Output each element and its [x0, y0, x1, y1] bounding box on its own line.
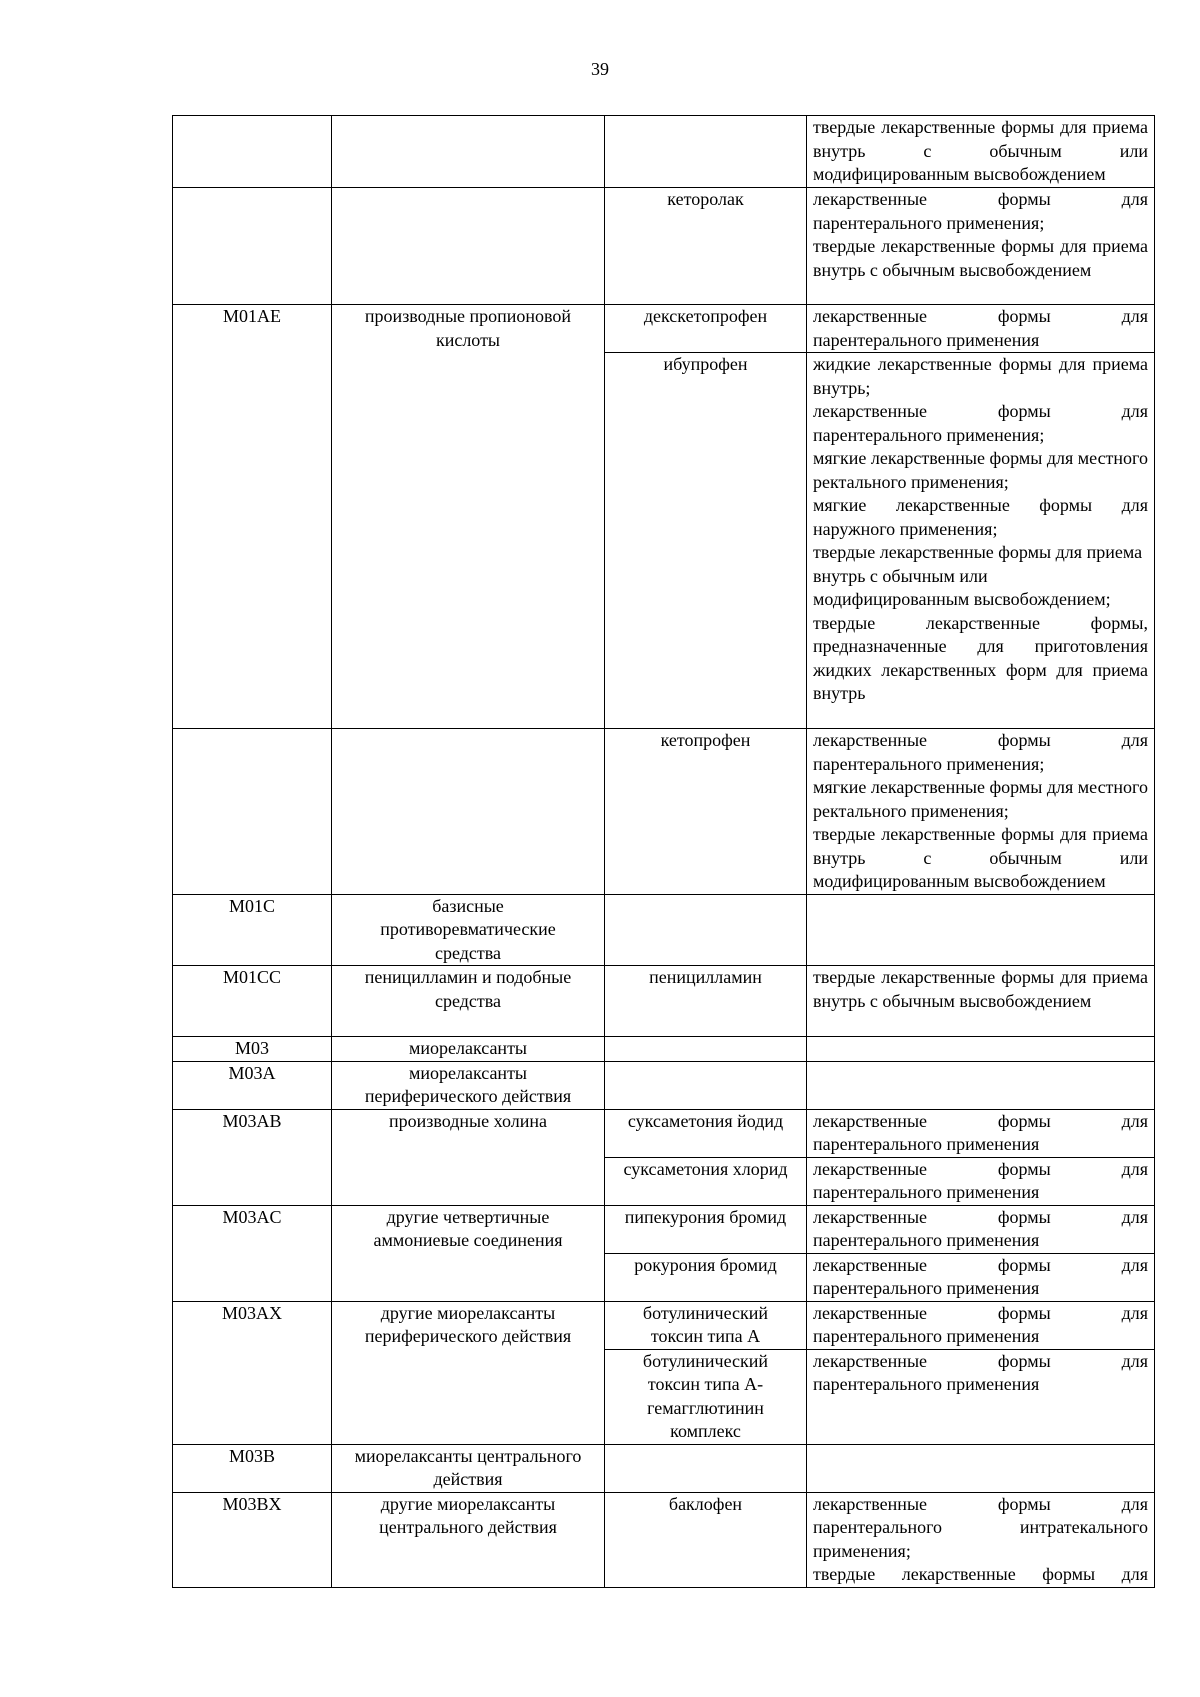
- group-name-cell: другие четвертичные аммониевые соединения: [332, 1205, 605, 1301]
- table-row: [173, 116, 1155, 188]
- page-number: 39: [591, 59, 609, 79]
- group-name-cell: базисные противоревматические средства: [332, 894, 605, 966]
- dosage-form-text: лекарственные формы для парентерального применения: [813, 1350, 1148, 1394]
- atc-code-cell: [173, 188, 332, 305]
- dosage-form-text: мягкие лекарственные формы для местного ректального применения;: [813, 448, 1148, 492]
- dosage-form-cell: [807, 1349, 1155, 1444]
- dosage-form-cell: [807, 353, 1155, 729]
- dosage-form-text: твердые лекарственные формы для приема внутрь с обычным высвобождением: [813, 967, 1148, 1011]
- dosage-form-text: лекарственные формы для парентерального применения: [813, 306, 1148, 350]
- table-row: [173, 894, 1155, 966]
- group-name-cell: [332, 188, 605, 305]
- group-name-cell: другие миорелаксанты периферического действия: [332, 1301, 605, 1444]
- atc-code-cell: M03A: [173, 1061, 332, 1109]
- table-row: [173, 1037, 1155, 1062]
- dosage-form-cell: [807, 894, 1155, 966]
- table-row: [173, 1109, 1155, 1157]
- table-row: [173, 305, 1155, 353]
- drug-name-cell: [605, 116, 807, 188]
- table-row: [173, 1492, 1155, 1587]
- drug-table: [172, 115, 1155, 1588]
- dosage-form-text: лекарственные формы для парентерального применения;: [813, 730, 1148, 774]
- drug-name-cell: рокурония бромид: [605, 1253, 807, 1301]
- drug-name-cell: суксаметония йодид: [605, 1109, 807, 1157]
- atc-code-cell: [173, 729, 332, 895]
- dosage-form-cell: [807, 966, 1155, 1037]
- dosage-form-cell: [807, 305, 1155, 353]
- table-row: [173, 1301, 1155, 1349]
- drug-name-cell: [605, 1444, 807, 1492]
- group-name-cell: производные пропионовой кислоты: [332, 305, 605, 729]
- dosage-form-cell: [807, 1492, 1155, 1587]
- drug-name-cell: декскетопрофен: [605, 305, 807, 353]
- dosage-form-cell: [807, 188, 1155, 305]
- dosage-form-cell: [807, 1061, 1155, 1109]
- dosage-form-text: лекарственные формы для парентерального применения;: [813, 189, 1148, 233]
- dosage-form-text: лекарственные формы для парентерального применения: [813, 1110, 1148, 1154]
- dosage-form-cell: [807, 729, 1155, 895]
- dosage-form-cell: [807, 1444, 1155, 1492]
- dosage-form-cell: [807, 1301, 1155, 1349]
- table-row: [173, 1205, 1155, 1253]
- group-name-cell: [332, 116, 605, 188]
- dosage-form-text: мягкие лекарственные формы для местного ректального применения;: [813, 777, 1148, 821]
- drug-name-cell: пеницилламин: [605, 966, 807, 1037]
- dosage-form-text: лекарственные формы для парентерального применения;: [813, 401, 1148, 445]
- atc-code-cell: M03AX: [173, 1301, 332, 1444]
- table-row: [173, 1444, 1155, 1492]
- group-name-cell: другие миорелаксанты центрального действия: [332, 1492, 605, 1587]
- dosage-form-text: твердые лекарственные формы для: [813, 1564, 1148, 1584]
- dosage-form-cell: [807, 1037, 1155, 1062]
- drug-name-cell: пипекурония бромид: [605, 1205, 807, 1253]
- group-name-cell: миорелаксанты: [332, 1037, 605, 1062]
- group-name-cell: производные холина: [332, 1109, 605, 1205]
- group-name-cell: пеницилламин и подобные средства: [332, 966, 605, 1037]
- dosage-form-text: лекарственные формы для парентерального интратекального применения;: [813, 1493, 1148, 1561]
- dosage-form-cell: [807, 1205, 1155, 1253]
- dosage-form-text: жидкие лекарственные формы для приема внутрь;: [813, 354, 1148, 398]
- drug-name-cell: кеторолак: [605, 188, 807, 305]
- dosage-form-text: лекарственные формы для парентерального применения: [813, 1158, 1148, 1202]
- group-name-cell: миорелаксанты центрального действия: [332, 1444, 605, 1492]
- atc-code-cell: M03AB: [173, 1109, 332, 1205]
- dosage-form-cell: [807, 116, 1155, 188]
- dosage-form-cell: [807, 1109, 1155, 1157]
- drug-name-cell: ибупрофен: [605, 353, 807, 729]
- atc-code-cell: M03: [173, 1037, 332, 1062]
- dosage-form-text: лекарственные формы для парентерального применения: [813, 1254, 1148, 1298]
- drug-name-cell: суксаметония хлорид: [605, 1157, 807, 1205]
- drug-name-cell: ботулинический токсин типа А: [605, 1301, 807, 1349]
- atc-code-cell: M01C: [173, 894, 332, 966]
- atc-code-cell: M01CC: [173, 966, 332, 1037]
- drug-name-cell: [605, 1061, 807, 1109]
- dosage-form-text: мягкие лекарственные формы для наружного применения;: [813, 495, 1148, 539]
- dosage-form-text: твердые лекарственные формы, предназначенные для приготовления жидких лекарственных форм для приема внутрь: [813, 612, 1148, 703]
- dosage-form-text: твердые лекарственные формы для приема внутрь с обычным или модифицированным высвобождением: [813, 117, 1148, 184]
- atc-code-cell: M01AE: [173, 305, 332, 729]
- atc-code-cell: M03BX: [173, 1492, 332, 1587]
- table-row: [173, 188, 1155, 305]
- dosage-form-cell: [807, 1157, 1155, 1205]
- drug-name-cell: кетопрофен: [605, 729, 807, 895]
- dosage-form-text: твердые лекарственные формы для приема внутрь с обычным высвобождением: [813, 236, 1148, 280]
- drug-name-cell: ботулинический токсин типа А-гемагглютинин комплекс: [605, 1349, 807, 1444]
- dosage-form-text: лекарственные формы для парентерального применения: [813, 1302, 1148, 1346]
- drug-name-cell: [605, 1037, 807, 1062]
- group-name-cell: миорелаксанты периферического действия: [332, 1061, 605, 1109]
- table-row: [173, 1061, 1155, 1109]
- atc-code-cell: [173, 116, 332, 188]
- atc-code-cell: M03B: [173, 1444, 332, 1492]
- dosage-form-text: твердые лекарственные формы для приема внутрь с обычным или модифицированным высвобождением;: [813, 542, 1143, 609]
- dosage-form-text: лекарственные формы для парентерального применения: [813, 1206, 1148, 1250]
- atc-code-cell: M03AC: [173, 1205, 332, 1301]
- dosage-form-cell: [807, 1253, 1155, 1301]
- dosage-form-text: твердые лекарственные формы для приема внутрь с обычным или модифицированным высвобождением: [813, 824, 1148, 891]
- table-row: [173, 729, 1155, 895]
- table-row: [173, 966, 1155, 1037]
- drug-name-cell: [605, 894, 807, 966]
- drug-name-cell: баклофен: [605, 1492, 807, 1587]
- group-name-cell: [332, 729, 605, 895]
